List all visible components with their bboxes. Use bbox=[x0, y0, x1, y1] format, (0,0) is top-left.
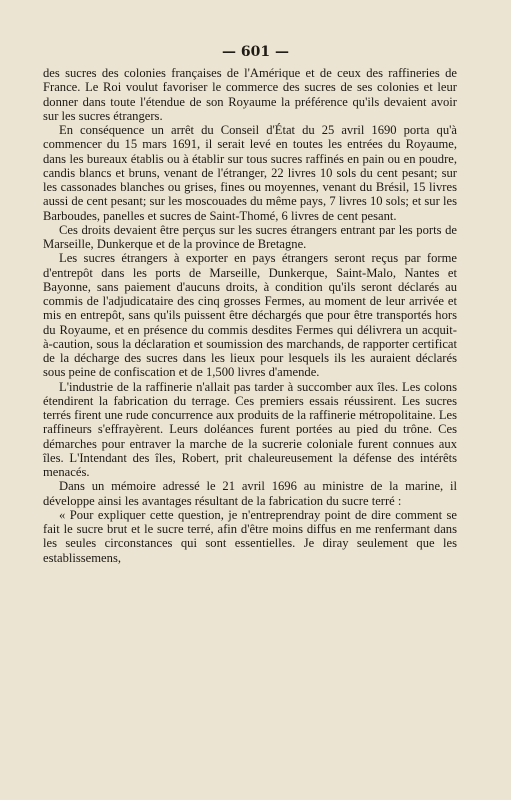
paragraph-7: « Pour expliquer cette question, je n'entreprendray point de dire comment se fait le sucre brut et le sucre terré, afin d'être moins diffus en me renfermant dans les seules circonstances qui sont essentielles. Je diray seulement que les establissemens, bbox=[43, 507, 457, 565]
paragraph-5: L'industrie de la raffinerie n'allait pas tarder à succomber aux îles. Les colons étendirent la fabrication du terrage. Ces premiers essais réussirent. Les sucres terrés firent une rude concurrence aux produits de la raffinerie métropolitaine. Les raffineurs s'effrayèrent. Leurs doléances furent portées au pied du trône. Ces démarches pour entraver la marche de la sucrerie coloniale furent connues aux îles. L'Intendant des îles, Robert, prit chaleureusement la défense des intérêts menacés. bbox=[43, 379, 457, 479]
paragraph-3: Ces droits devaient être perçus sur les sucres étrangers entrant par les ports de Marseille, Dunkerque et de la province de Bretagne. bbox=[43, 222, 457, 251]
paragraph-6: Dans un mémoire adressé le 21 avril 1696 au ministre de la marine, il développe ainsi les avantages résultant de la fabrication du sucre terré : bbox=[43, 479, 457, 508]
paragraph-2: En conséquence un arrêt du Conseil d'État du 25 avril 1690 porta qu'à commencer du 15 mars 1691, il serait levé en toutes les entrées du Royaume, dans les bureaux établis ou à établir sur tous sucres raffinés en pain ou en poudre, candis blancs et bruns, venant de l'étranger, 22 livres 10 sols du cent pesant; sur les cassonades blanches ou grises, fines ou moyennes, venant du Brésil, 15 livres aussi de cent pesant; sur les moscouades du même pays, 7 livres 10 sols; et sur les Barboudes, panelles et sucres de Saint-Thomé, 6 livres de cent pesant. bbox=[43, 123, 457, 223]
page-number: — 601 — bbox=[222, 44, 289, 60]
paragraph-4: Les sucres étrangers à exporter en pays étrangers seront reçus par forme d'entrepôt dans les ports de Marseille, Dunkerque, Saint-Malo, Nantes et Bayonne, sans paiement d'aucuns droits, à condition qu'ils seront déclarés au commis de l'adjudicataire des cinq grosses Fermes, au moment de leur arrivée et mis en entrepôt, sans qu'ils puissent être déchargés que pour être transportés hors du Royaume, et en présence du commis desdites Fermes qui délivrera un acquit-à-caution, sous la déclaration et soumission des marchands, de rapporter certificat de la décharge des sucres dans les lieux pour lesquels ils les auraient déclarés sous peine de confiscation et de 1,500 livres d'amende. bbox=[43, 251, 457, 380]
body-text bbox=[43, 66, 457, 565]
paragraph-1: des sucres des colonies françaises de l'Amérique et de ceux des raffineries de France. Le Roi voulut favoriser le commerce des sucres de ses colonies et leur donner dans toute l'étendue de son Royaume la préférence qu'ils devaient avoir sur les sucres étrangers. bbox=[43, 66, 457, 123]
